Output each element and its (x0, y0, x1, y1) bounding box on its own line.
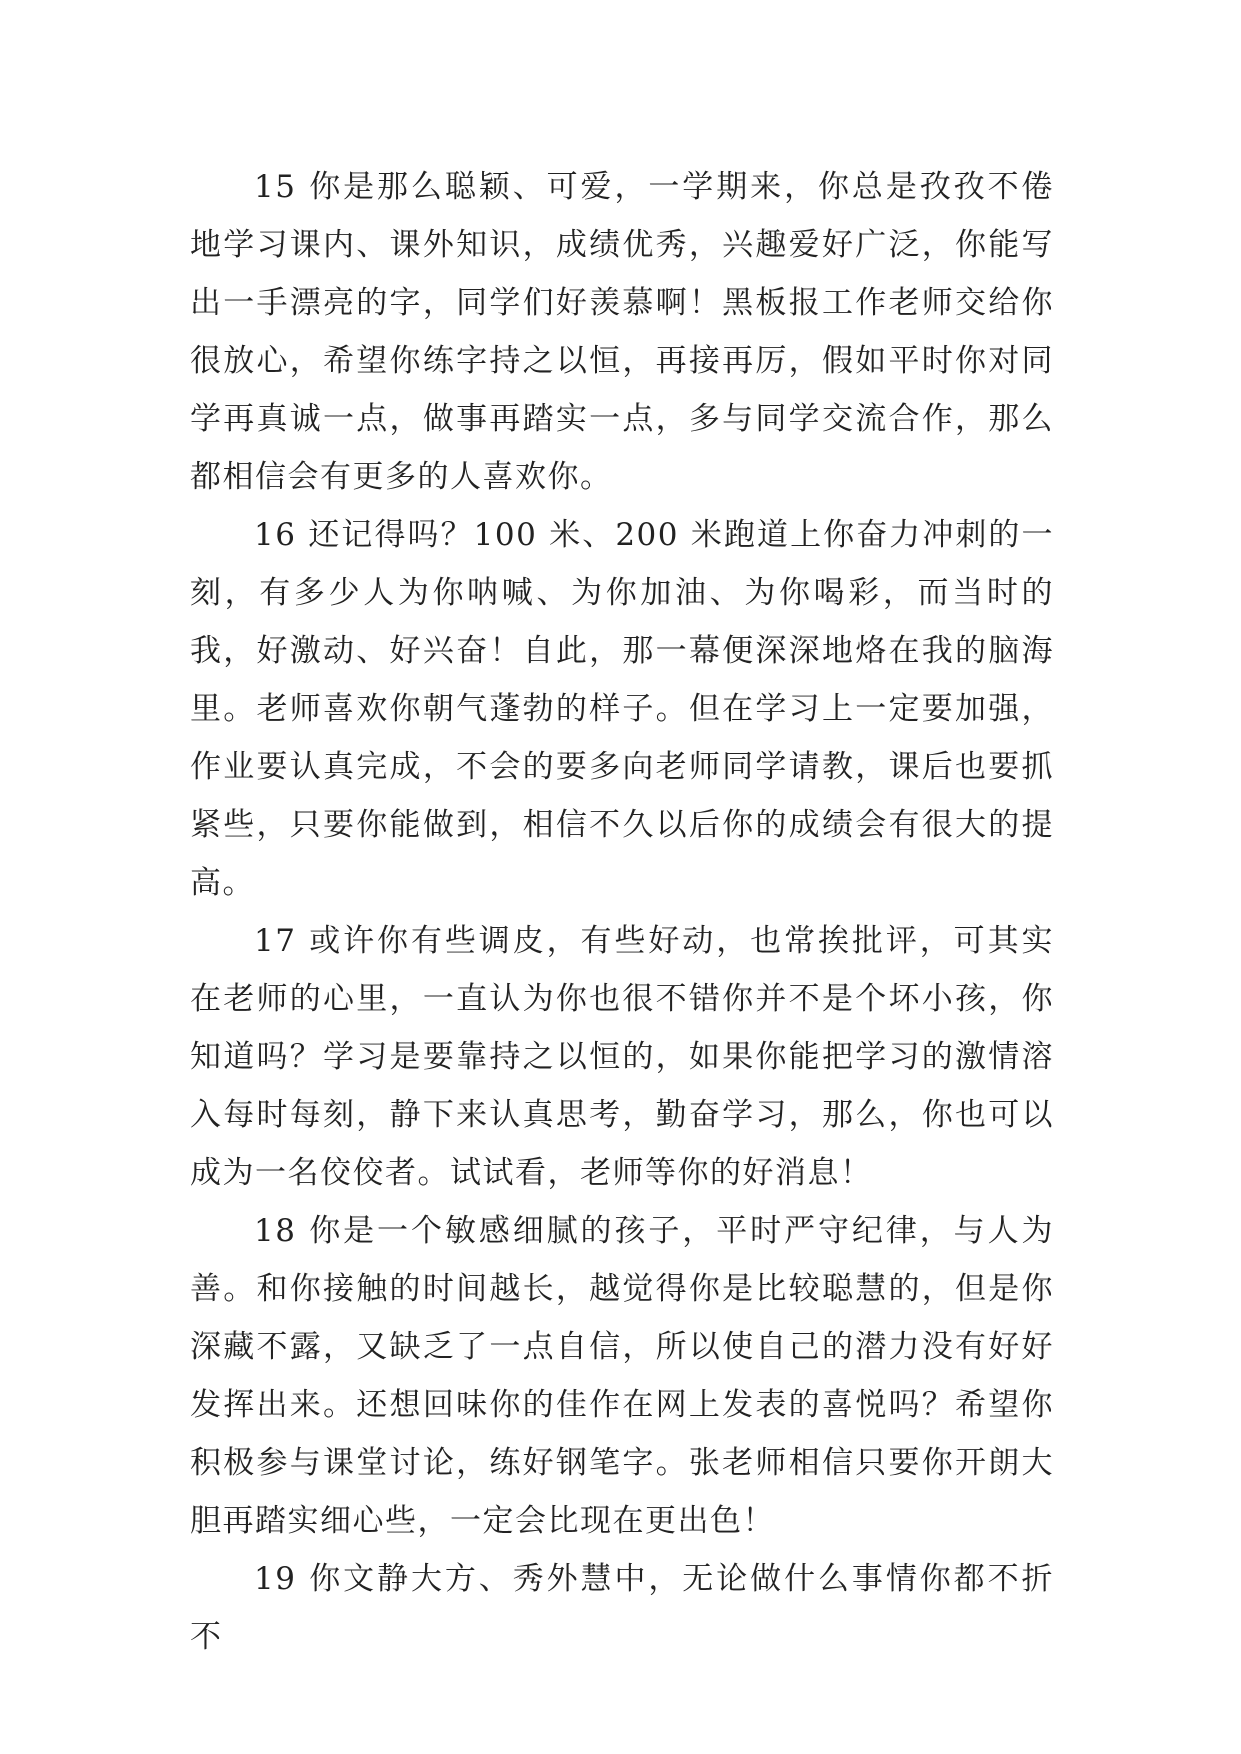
paragraph-17: 17 或许你有些调皮，有些好动，也常挨批评，可其实在老师的心里，一直认为你也很不错你并不是个坏小孩，你知道吗？学习是要靠持之以恒的，如果你能把学习的激情溶入每时每刻，静下来认真思考，勤奋学习，那么，你也可以成为一名佼佼者。试试看，老师等你的好消息！ (190, 923, 1054, 1191)
paragraph-18: 18 你是一个敏感细腻的孩子，平时严守纪律，与人为善。和你接触的时间越长，越觉得你是比较聪慧的，但是你深藏不露，又缺乏了一点自信，所以使自己的潜力没有好好发挥出来。还想回味你的佳作在网上发表的喜悦吗？希望你积极参与课堂讨论，练好钢笔字。张老师相信只要你开朗大胆再踏实细心些，一定会比现在更出色！ (190, 1213, 1054, 1539)
document-body (190, 158, 1054, 1666)
paragraph-15: 15 你是那么聪颖、可爱，一学期来，你总是孜孜不倦地学习课内、课外知识，成绩优秀，兴趣爱好广泛，你能写出一手漂亮的字，同学们好羡慕啊！黑板报工作老师交给你很放心，希望你练字持之以恒，再接再厉，假如平时你对同学再真诚一点，做事再踏实一点，多与同学交流合作，那么都相信会有更多的人喜欢你。 (190, 169, 1054, 495)
paragraph-19: 19 你文静大方、秀外慧中，无论做什么事情你都不折不 (190, 1561, 1054, 1655)
paragraph-16: 16 还记得吗？100 米、200 米跑道上你奋力冲刺的一刻，有多少人为你呐喊、为你加油、为你喝彩，而当时的我，好激动、好兴奋！自此，那一幕便深深地烙在我的脑海里。老师喜欢你朝气蓬勃的样子。但在学习上一定要加强，作业要认真完成，不会的要多向老师同学请教，课后也要抓紧些，只要你能做到，相信不久以后你的成绩会有很大的提高。 (190, 517, 1054, 901)
